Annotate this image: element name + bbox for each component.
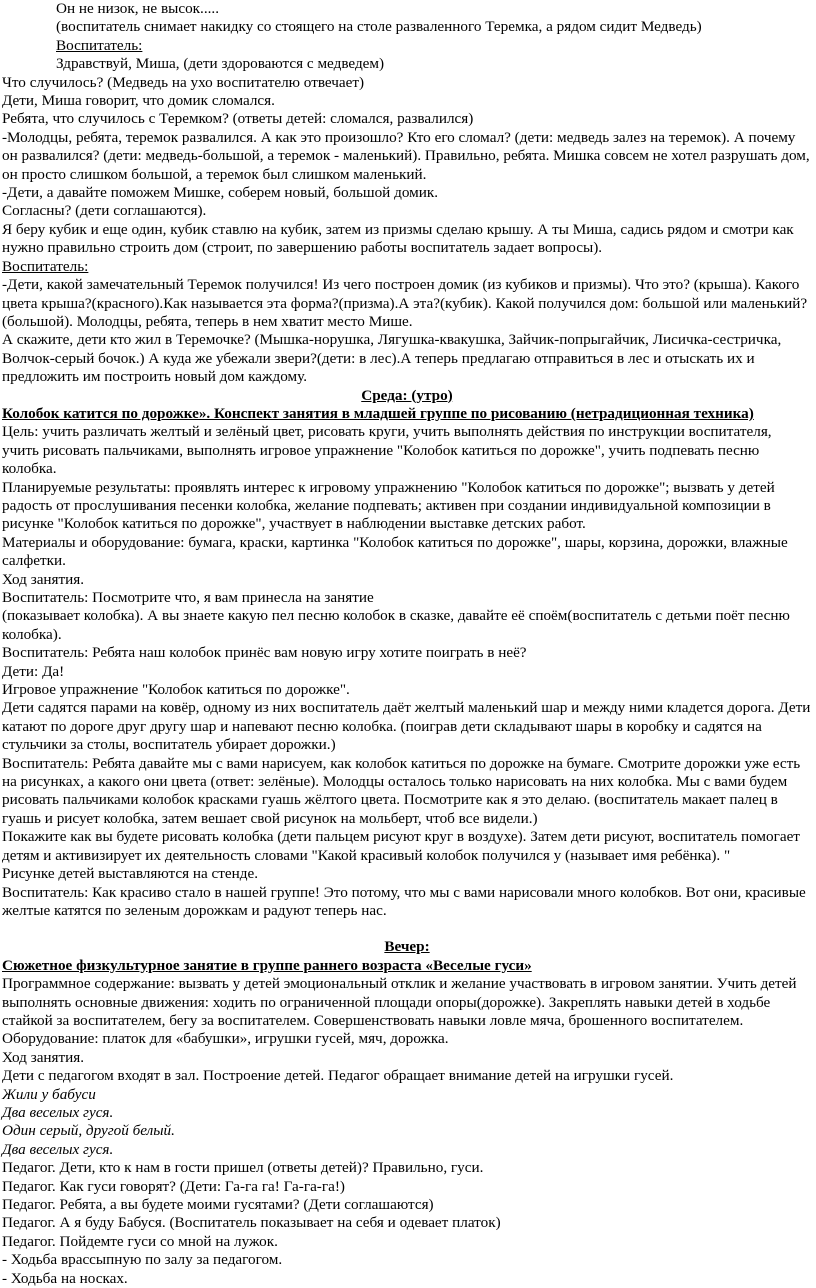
lesson-title: Сюжетное физкультурное занятие в группе раннего возраста «Веселые гуси» [2, 956, 532, 974]
poem-line: Два веселых гуся. [2, 1103, 114, 1121]
paragraph: Воспитатель: Ребята наш колобок принёс вам новую игру хотите поиграть в неё? [2, 644, 527, 662]
paragraph: Дети садятся парами на ковёр, одному из них воспитатель даёт желтый маленький шар и между ними кладется дорога. Дети катают по дороге друг другу шар и напевают песню колобка. (поиграв дети складывают шары в коробку и садятся на стульчики за столы, воспитатель убирает дорожки.) [2, 699, 811, 754]
paragraph: -Молодцы, ребята, теремок развалился. А как это произошло? Кто его сломал? (дети: медведь залез на теремок). А почему он развалился? (дети: медведь-большой, а теремок - маленький). Правильно, ребята. Мишка совсем не хотел разрушать дом, он просто слишком большой, а теремок был слишком маленький. [2, 128, 810, 183]
paragraph: Программное содержание: вызвать у детей эмоциональный отклик и желание участвовать в игровом занятии. Учить детей выполнять основные движения: ходить по ограниченной площади опоры(дорожке). Закреплять навыки детей в ходьбе стайкой за воспитателем, бегу за воспитателем. Совершенствовать навыки ловле мяча, брошенного воспитателем. [2, 975, 797, 1029]
paragraph: Цель: учить различать желтый и зелёный цвет, рисовать круги, учить выполнять действия по инструкции воспитателя, учить рисовать пальчиками, выполнять игровое упражнение "Колобок катиться по дорожке", учить подпевать песню колобка. [2, 423, 772, 478]
poem-line: Два веселых гуся. [2, 1140, 114, 1158]
paragraph: Дети, Миша говорит, что домик сломался. [2, 92, 275, 110]
paragraph: Согласны? (дети соглашаются). [2, 202, 207, 220]
paragraph: Ребята, что случилось с Теремком? (ответы детей: сломался, развалился) [2, 110, 474, 128]
paragraph: Я беру кубик и еще один, кубик ставлю на кубик, затем из призмы сделаю крышу. А ты Миша, садись рядом и смотри как нужно правильно строить дом (строит, по завершению работы воспитатель задает вопросы). [2, 220, 794, 257]
spacer [2, 920, 812, 938]
lesson-title: Колобок катится по дорожке». Конспект занятия в младшей группе по рисованию (нетрадиционная техника) [2, 404, 754, 422]
paragraph: Материалы и оборудование: бумага, краски, картинка "Колобок катиться по дорожке", шары, корзина, дорожки, влажные салфетки. [2, 533, 788, 570]
paragraph: Что случилось? (Медведь на ухо воспитателю отвечает) [2, 73, 365, 91]
paragraph: Рисунке детей выставляются на стенде. [2, 865, 259, 883]
paragraph: Педагог. Пойдемте гуси со мной на лужок. [2, 1232, 278, 1250]
paragraph: А скажите, дети кто жил в Теремочке? (Мышка-норушка, Лягушка-квакушка, Зайчик-попрыгайчик, Лисичка-сестричка, Волчок-серый бочок.) А куда же убежали звери?(дети: в лес).А теперь предлагаю отправиться в лес и отыскать их и предложить им построить новый дом каждому. [2, 331, 782, 386]
paragraph: Педагог. Дети, кто к нам в гости пришел (ответы детей)? Правильно, гуси. [2, 1159, 484, 1177]
paragraph: Дети: Да! [2, 662, 65, 680]
section-heading: Среда: (утро) [361, 386, 453, 404]
intro-line: Он не низок, не высок..... [56, 0, 220, 17]
paragraph: Педагог. А я буду Бабуся. (Воспитатель показывает на себя и одевает платок) [2, 1214, 501, 1232]
paragraph: Оборудование: платок для «бабушки», игрушки гусей, мяч, дорожка. [2, 1030, 449, 1048]
paragraph: Ход занятия. [2, 570, 85, 588]
list-item: - Ходьба на носках. [2, 1269, 128, 1287]
list-item: - Ходьба врассыпную по залу за педагогом. [2, 1251, 283, 1269]
paragraph: Игровое упражнение "Колобок катиться по дорожке". [2, 681, 350, 699]
paragraph: Педагог. Ребята, а вы будете моими гусятами? (Дети соглашаются) [2, 1196, 434, 1213]
paragraph: Покажите как вы будете рисовать колобка (дети пальцем рисуют круг в воздухе). Затем дети рисуют, воспитатель помогает детям и активизирует их деятельность словами "Какой красивый колобок получился у (называет имя ребёнка). " [2, 828, 800, 864]
paragraph: (показывает колобка). А вы знаете какую пел песню колобок в сказке, давайте её споём(воспитатель с детьми поёт песню колобка). [2, 607, 790, 643]
speaker-label: Воспитатель: [56, 36, 143, 54]
paragraph: Воспитатель: Ребята давайте мы с вами нарисуем, как колобок катиться по дорожке на бумаге. Смотрите дорожки уже есть на рисунках, а какого они цвета (ответ: зелёные). Молодцы осталось только нарисовать на них колобка. Мы с вами будем рисовать пальчиками колобок красками гуашь жёлтого цвета. Посмотрите как я это делаю. (воспитатель макает палец в гуашь и рисует колобка, затем вешает свой рисунок на мольберт, чтоб все видели.) [2, 754, 801, 827]
paragraph: Планируемые результаты: проявлять интерес к игровому упражнению "Колобок катиться по дорожке"; вызвать у детей радость от прослушивания песенки колобка, желание подпевать; активен при создании индивидуальной композиции в рисунке "Колобок катиться по дорожке", участвует в наблюдении выставке детских работ. [2, 478, 775, 533]
poem-line: Один серый, другой белый. [2, 1122, 175, 1140]
paragraph: Педагог. Как гуси говорят? (Дети: Га-га га! Га-га-га!) [2, 1177, 345, 1195]
paragraph: Дети с педагогом входят в зал. Построение детей. Педагог обращает внимание детей на игрушки гусей. [2, 1067, 674, 1085]
paragraph: Воспитатель: Посмотрите что, я вам принесла на занятие [2, 589, 374, 606]
intro-line: (воспитатель снимает накидку со стоящего на столе разваленного Теремка, а рядом сидит Медведь) [56, 18, 702, 36]
paragraph: Ход занятия. [2, 1048, 85, 1066]
paragraph: -Дети, а давайте поможем Мишке, соберем новый, большой домик. [2, 184, 439, 202]
paragraph: -Дети, какой замечательный Теремок получился! Из чего построен домик (из кубиков и призмы). Что это? (крыша). Какого цвета крыша?(красного).Как называется эта форма?(призма).А эта?(кубик). Какой получился дом: большой или маленький? (большой). Молодцы, ребята, теперь в нем хватит место Мише. [2, 276, 808, 330]
speaker-label: Воспитатель: [2, 257, 89, 275]
section-heading: Вечер: [384, 938, 430, 956]
poem-line: Жили у бабуси [2, 1085, 96, 1103]
paragraph: Воспитатель: Как красиво стало в нашей группе! Это потому, что мы с вами нарисовали много колобков. Вот они, красивые желтые катятся по зеленым дорожкам и радуют теперь нас. [2, 883, 806, 919]
intro-line: Здравствуй, Миша, (дети здороваются с медведем) [56, 55, 385, 73]
